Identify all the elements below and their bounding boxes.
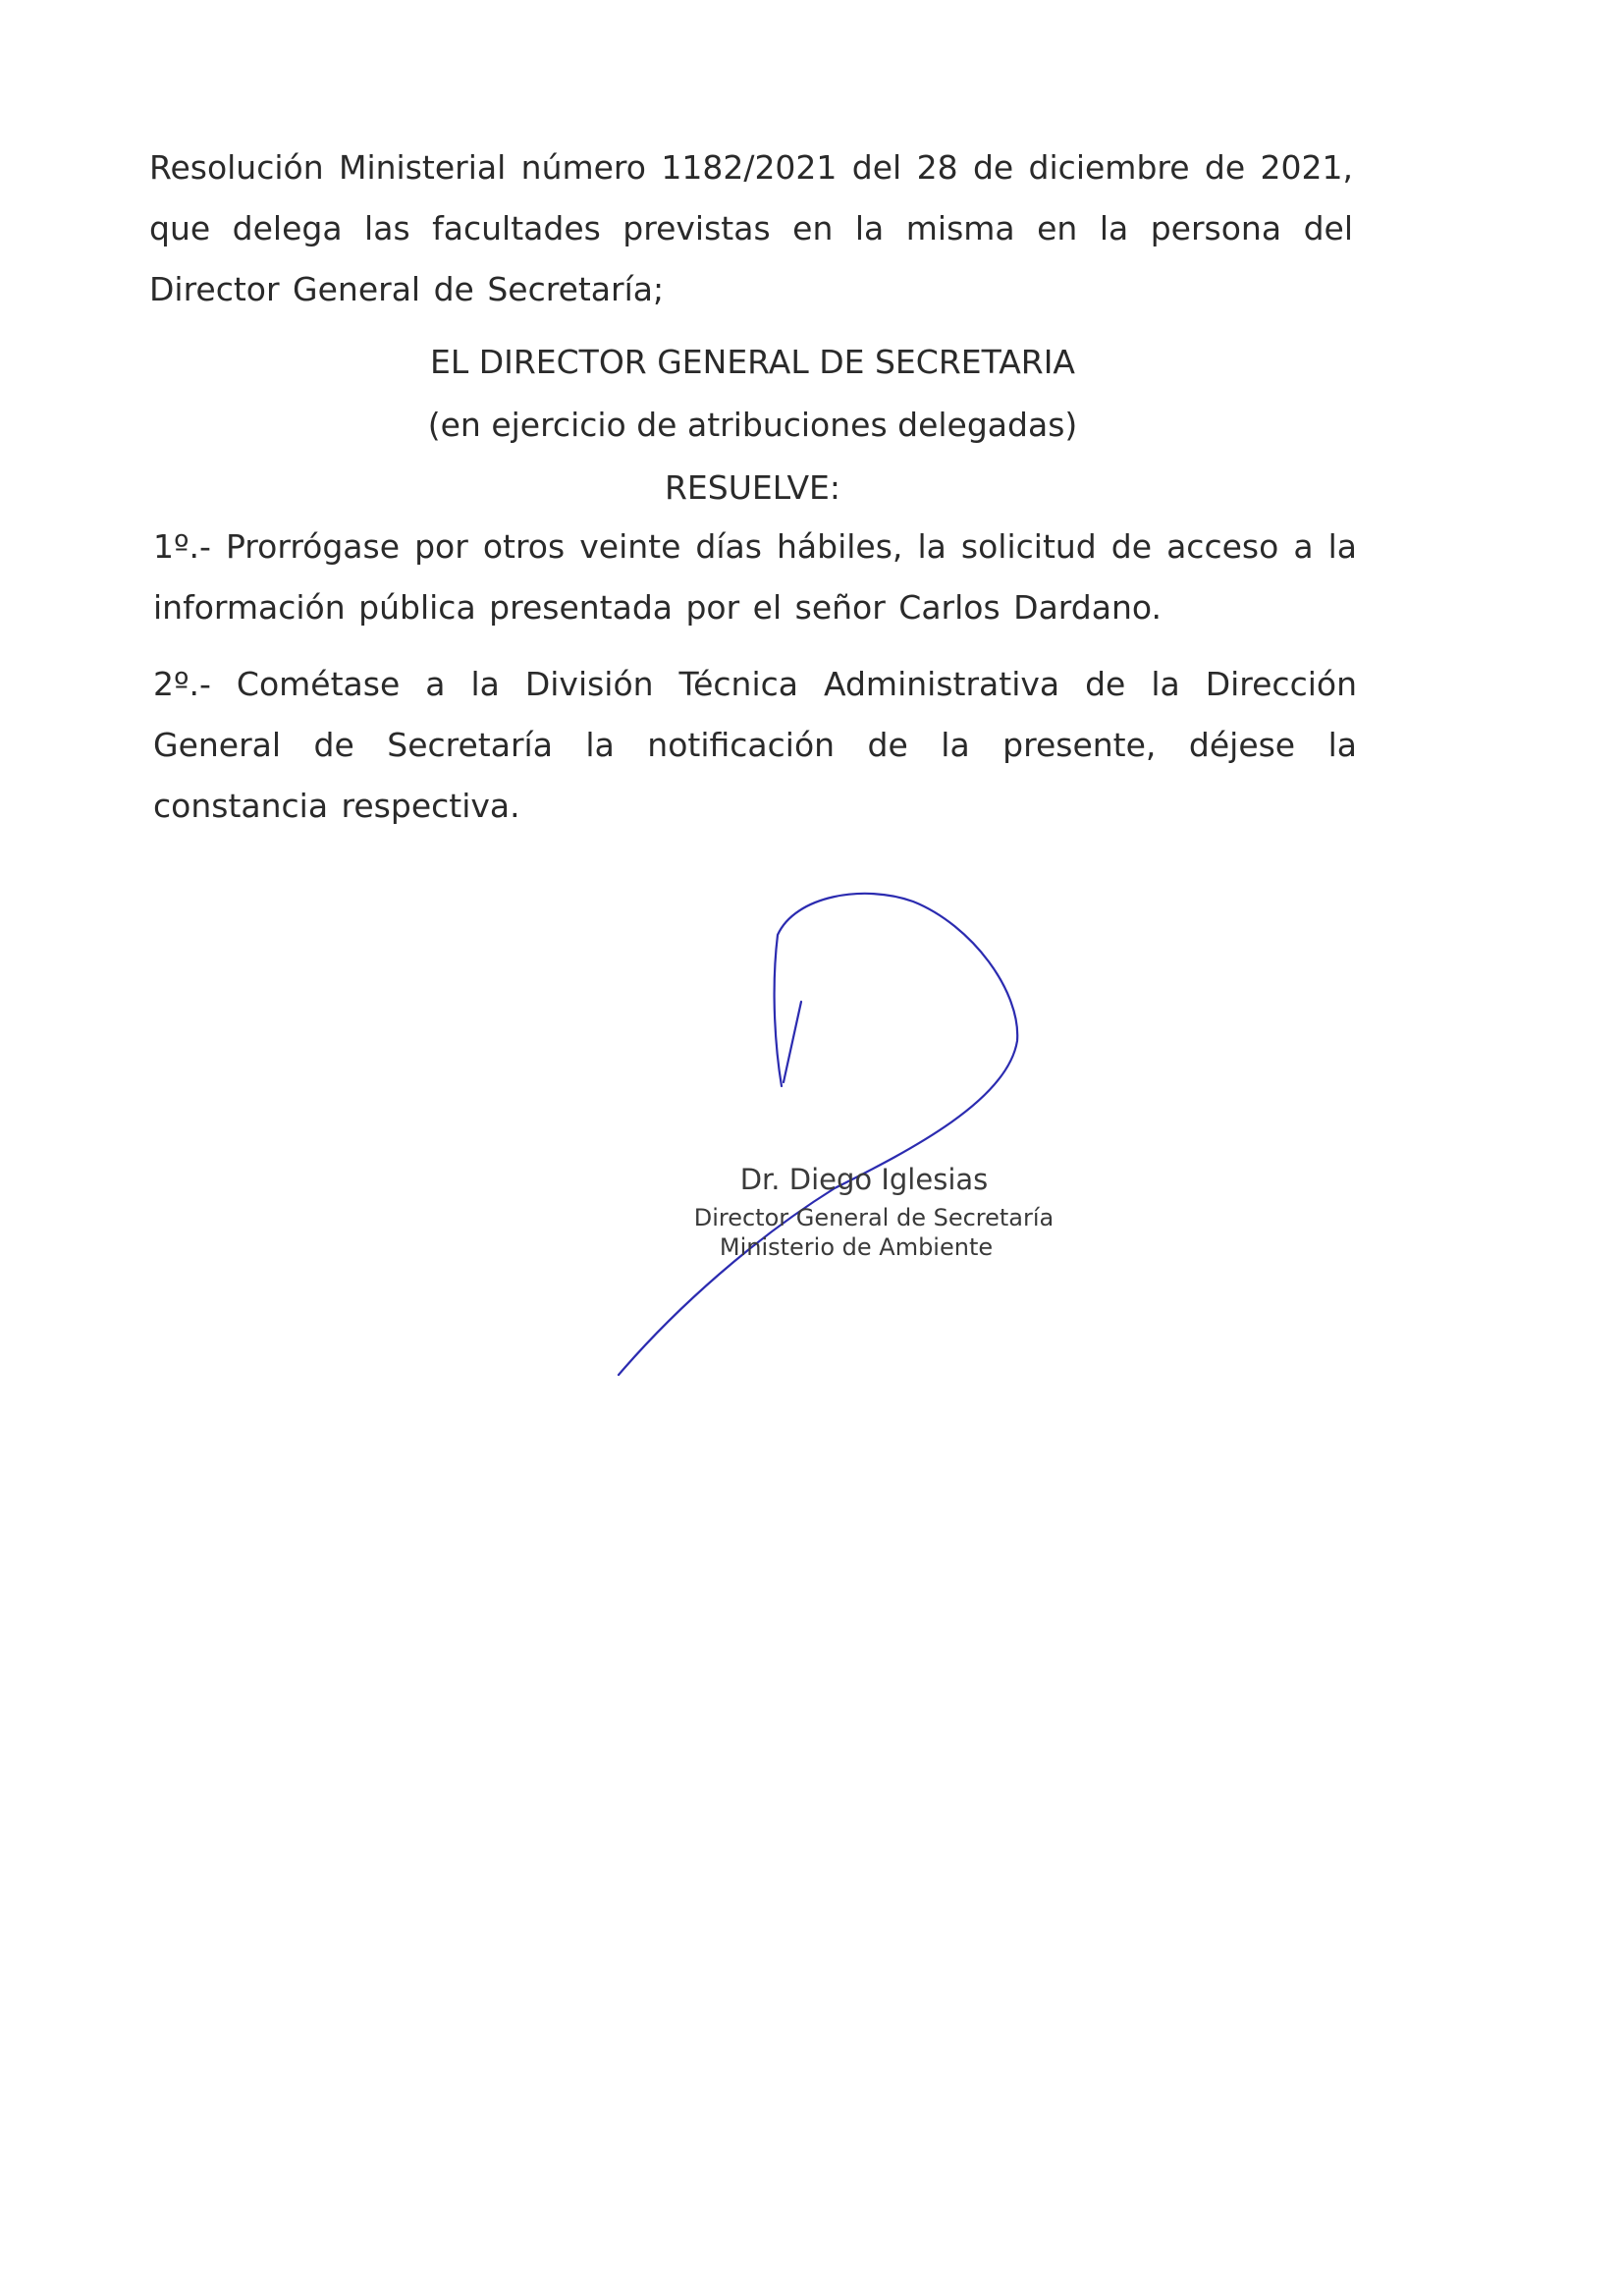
resolution-heading: EL DIRECTOR GENERAL DE SECRETARIA bbox=[429, 343, 1076, 381]
intro-paragraph: Resolución Ministerial número 1182/2021 del 28 de diciembre de 2021, que delega las facultades previstas en la misma en la persona del Director General de Secretaría; bbox=[149, 148, 1353, 308]
signature-tick-stroke bbox=[784, 1002, 801, 1082]
signatory-ministry: Ministerio de Ambiente bbox=[719, 1233, 994, 1261]
handwritten-signature bbox=[589, 874, 1041, 1404]
resolution-subheading: (en ejercicio de atribuciones delegadas) bbox=[427, 406, 1078, 444]
signatory-title: Director General de Secretaría bbox=[693, 1204, 1055, 1231]
signatory-name: Dr. Diego Iglesias bbox=[739, 1163, 989, 1196]
article-1: 1º.- Prorrógase por otros veinte días hábiles, la solicitud de acceso a la información pública presentada por el señor Carlos Dardano. bbox=[153, 527, 1357, 627]
signature-stroke bbox=[619, 894, 1017, 1375]
resuelve-label: RESUELVE: bbox=[664, 468, 841, 507]
article-2: 2º.- Cométase a la División Técnica Administrativa de la Dirección General de Secretaría la notificación de la presente, déjese la constancia respectiva. bbox=[153, 665, 1357, 825]
